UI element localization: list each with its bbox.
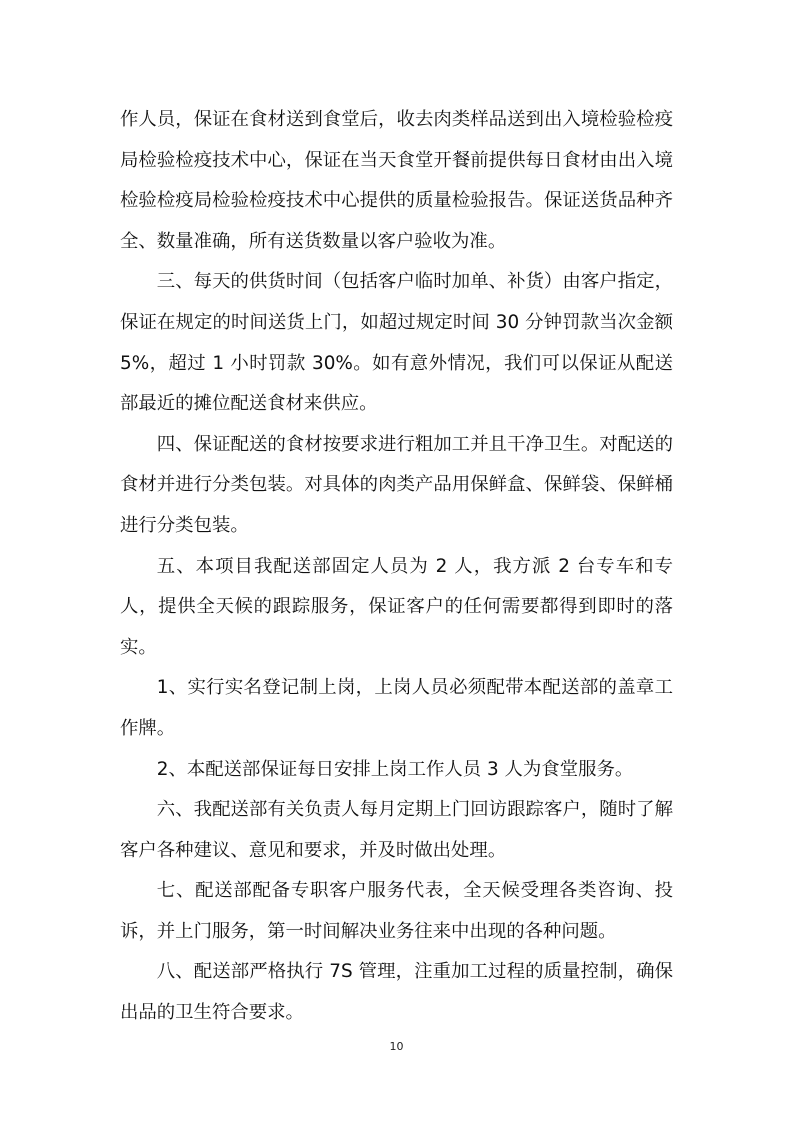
page-number: 10 bbox=[389, 1040, 404, 1053]
paragraph-item-2-daily-staff: 2、本配送部保证每日安排上岗工作人员 3 人为食堂服务。 bbox=[156, 758, 634, 780]
paragraph-section-6-followup: 六、我配送部有关负责人每月定期上门回访跟踪客户，随时了解客户各种建议、意见和要求，并及时做出处理。 bbox=[120, 799, 673, 861]
document-body bbox=[120, 100, 673, 1034]
paragraph-section-8-7s-management: 八、配送部严格执行 7S 管理，注重加工过程的质量控制，确保出品的卫生符合要求。 bbox=[120, 961, 673, 1024]
paragraph-section-5-staffing: 五、本项目我配送部固定人员为 2 人，我方派 2 台专车和专人，提供全天候的跟踪服务，保证客户的任何需要都得到即时的落实。 bbox=[120, 555, 673, 658]
paragraph-section-7-customer-service: 七、配送部配备专职客户服务代表，全天候受理各类咨询、投诉，并上门服务，第一时间解决业务往来中出现的各种问题。 bbox=[120, 880, 673, 942]
paragraph-item-1-registration: 1、实行实名登记制上岗，上岗人员必须配带本配送部的盖章工作牌。 bbox=[120, 677, 673, 739]
paragraph-section-3-delivery-time: 三、每天的供货时间（包括客户临时加单、补货）由客户指定，保证在规定的时间送货上门，如超过规定时间 30 分钟罚款当次金额 5%，超过 1 小时罚款 30%。如有意外情况，我们可以保证从配送部最近的摊位配送食材来供应。 bbox=[120, 271, 673, 415]
paragraph-section-4-processing: 四、保证配送的食材按要求进行粗加工并且干净卫生。对配送的食材并进行分类包装。对具体的肉类产品用保鲜盒、保鲜袋、保鲜桶进行分类包装。 bbox=[120, 433, 673, 536]
paragraph-continuation: 作人员，保证在食材送到食堂后，收去肉类样品送到出入境检验检疫局检验检疫技术中心，保证在当天食堂开餐前提供每日食材由出入境检验检疫局检验检疫技术中心提供的质量检验报告。保证送货品种齐全、数量准确，所有送货数量以客户验收为准。 bbox=[120, 109, 673, 252]
